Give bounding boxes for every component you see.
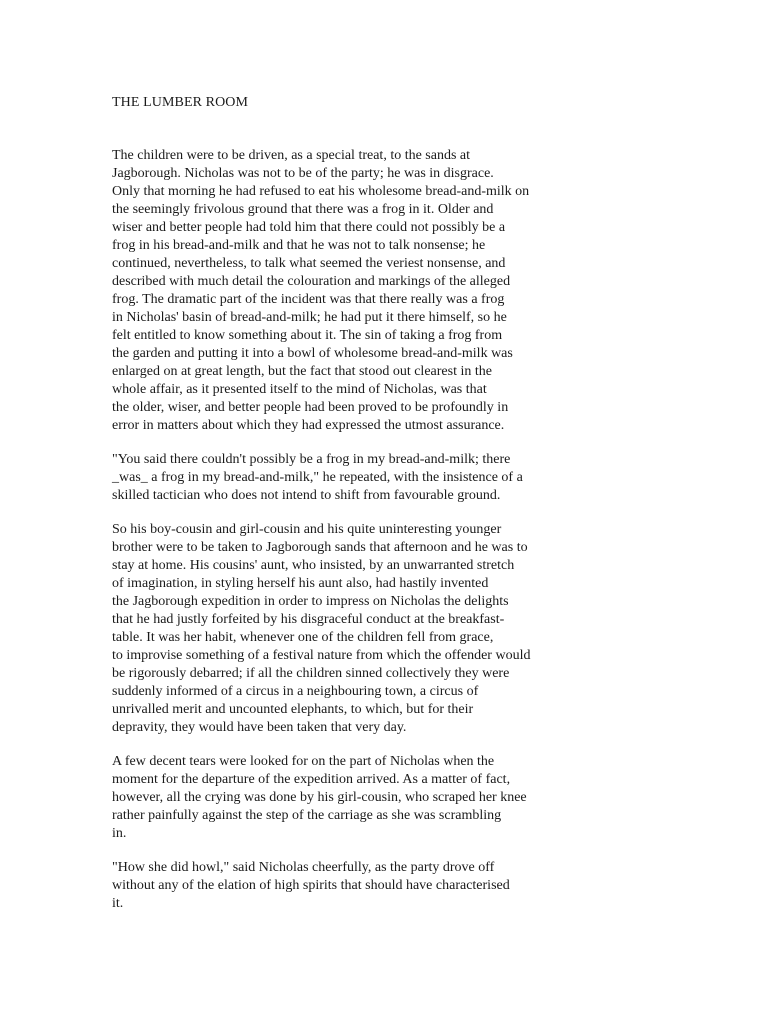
text-line: So his boy-cousin and girl-cousin and his quite uninteresting younger bbox=[112, 522, 502, 537]
text-line: "You said there couldn't possibly be a frog in my bread-and-milk; there bbox=[112, 452, 511, 467]
text-line: "How she did howl," said Nicholas cheerfully, as the party drove off bbox=[112, 860, 495, 875]
text-line: depravity, they would have been taken that very day. bbox=[112, 720, 407, 735]
text-line: of imagination, in styling herself his aunt also, had hastily invented bbox=[112, 576, 489, 591]
document-title: THE LUMBER ROOM bbox=[112, 95, 249, 110]
text-line: to improvise something of a festival nature from which the offender would bbox=[112, 648, 531, 663]
text-line: it. bbox=[112, 896, 124, 911]
text-line: the seemingly frivolous ground that there was a frog in it. Older and bbox=[112, 202, 494, 217]
text-line: wiser and better people had told him that there could not possibly be a bbox=[112, 220, 506, 235]
text-line: enlarged on at great length, but the fact that stood out clearest in the bbox=[112, 364, 492, 379]
text-line: without any of the elation of high spirits that should have characterised bbox=[112, 878, 510, 893]
text-line: described with much detail the colouration and markings of the alleged bbox=[112, 274, 511, 289]
text-line: the Jagborough expedition in order to impress on Nicholas the delights bbox=[112, 594, 509, 609]
text-line: felt entitled to know something about it. The sin of taking a frog from bbox=[112, 328, 503, 343]
paragraph-2 bbox=[112, 451, 523, 505]
text-line: unrivalled merit and uncounted elephants, to which, but for their bbox=[112, 702, 474, 717]
paragraph-5 bbox=[112, 859, 510, 913]
text-line: frog. The dramatic part of the incident was that there really was a frog bbox=[112, 292, 505, 307]
text-line: be rigorously debarred; if all the children sinned collectively they were bbox=[112, 666, 510, 681]
text-line: skilled tactician who does not intend to shift from favourable ground. bbox=[112, 488, 501, 503]
text-line: that he had justly forfeited by his disgraceful conduct at the breakfast- bbox=[112, 612, 505, 627]
text-line: A few decent tears were looked for on the part of Nicholas when the bbox=[112, 754, 495, 769]
text-line: table. It was her habit, whenever one of the children fell from grace, bbox=[112, 630, 494, 645]
text-line: continued, nevertheless, to talk what seemed the veriest nonsense, and bbox=[112, 256, 506, 271]
text-line: however, all the crying was done by his girl-cousin, who scraped her knee bbox=[112, 790, 527, 805]
text-line: suddenly informed of a circus in a neighbouring town, a circus of bbox=[112, 684, 479, 699]
text-line: moment for the departure of the expedition arrived. As a matter of fact, bbox=[112, 772, 511, 787]
text-line: Only that morning he had refused to eat his wholesome bread-and-milk on bbox=[112, 184, 530, 199]
paragraph-4 bbox=[112, 753, 527, 843]
text-line: Jagborough. Nicholas was not to be of the party; he was in disgrace. bbox=[112, 166, 494, 181]
text-line: the older, wiser, and better people had been proved to be profoundly in bbox=[112, 400, 509, 415]
text-line: in Nicholas' basin of bread-and-milk; he had put it there himself, so he bbox=[112, 310, 507, 325]
text-line: whole affair, as it presented itself to the mind of Nicholas, was that bbox=[112, 382, 487, 397]
paragraph-3 bbox=[112, 521, 530, 737]
text-line: _was_ a frog in my bread-and-milk," he repeated, with the insistence of a bbox=[112, 470, 523, 485]
text-line: in. bbox=[112, 826, 127, 841]
text-line: frog in his bread-and-milk and that he was not to talk nonsense; he bbox=[112, 238, 486, 253]
text-line: stay at home. His cousins' aunt, who insisted, by an unwarranted stretch bbox=[112, 558, 515, 573]
paragraph-1 bbox=[112, 147, 529, 435]
text-line: the garden and putting it into a bowl of wholesome bread-and-milk was bbox=[112, 346, 513, 361]
text-line: brother were to be taken to Jagborough sands that afternoon and he was to bbox=[112, 540, 528, 555]
text-line: rather painfully against the step of the carriage as she was scrambling bbox=[112, 808, 502, 823]
text-line: error in matters about which they had expressed the utmost assurance. bbox=[112, 418, 505, 433]
text-line: The children were to be driven, as a special treat, to the sands at bbox=[112, 148, 471, 163]
